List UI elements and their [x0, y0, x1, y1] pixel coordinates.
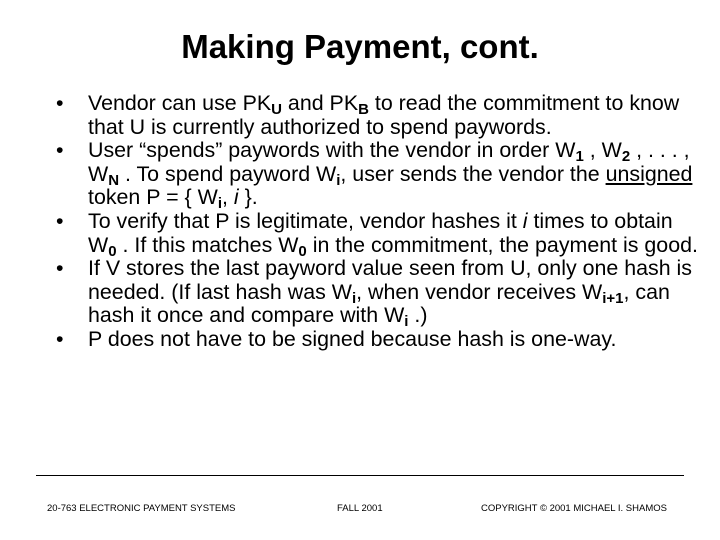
bullet-text: and PK: [281, 91, 359, 115]
footer-term: FALL 2001: [337, 503, 383, 514]
bullet-text: To verify that P is legitimate, vendor hashes it: [88, 208, 523, 233]
subscript: i: [217, 195, 222, 213]
bullet-text: token P = { W: [88, 185, 218, 210]
bullet-item: [56, 138, 706, 213]
bullet-dot-icon: •: [56, 138, 64, 163]
bullet-text: , W: [583, 138, 622, 163]
italic-variable: i: [233, 185, 239, 210]
bullet-text: , . . . , W: [88, 138, 690, 186]
bullet-text: Vendor can use PK: [88, 91, 272, 115]
bullet-item: [56, 256, 706, 331]
subscript: i: [404, 313, 409, 331]
bullet-dot-icon: •: [56, 91, 64, 115]
bullet-text: , user sends the vendor the: [340, 161, 606, 186]
bullet-dot-icon: •: [56, 208, 64, 233]
footer-divider: [36, 475, 684, 476]
subscript: i+1: [602, 289, 624, 307]
bullet-text: User “spends” paywords with the vendor in order W: [88, 138, 576, 163]
bullet-text: ,: [221, 185, 234, 210]
footer-course: 20-763 ELECTRONIC PAYMENT SYSTEMS: [47, 503, 236, 514]
bullet-text: , when vendor receives W: [356, 279, 603, 304]
bullet-dot-icon: •: [56, 256, 64, 281]
slide-title: Making Payment, cont.: [181, 28, 539, 65]
bullet-text: .): [408, 303, 428, 328]
bullet-text: . If this matches W: [116, 232, 299, 257]
subscript: i: [336, 171, 341, 189]
subscript: B: [358, 101, 369, 118]
bullet-text: , can hash it once and compare with W: [88, 279, 670, 328]
bullet-item: [56, 92, 706, 139]
subscript: N: [108, 171, 120, 189]
italic-variable: i: [522, 208, 528, 233]
bullet-text: P does not have to be signed because hash is one-way.: [88, 326, 617, 351]
bullet-text: }.: [238, 185, 258, 210]
bullet-item: [56, 208, 706, 260]
subscript: 0: [108, 242, 117, 260]
subscript: 0: [298, 242, 307, 260]
bullet-text: in the commitment, the payment is good.: [306, 232, 698, 257]
underlined-word: unsigned: [605, 161, 693, 186]
bullet-text: . To spend payword W: [119, 161, 337, 186]
subscript: 1: [575, 148, 584, 166]
bullet-dot-icon: •: [56, 326, 64, 351]
footer-copyright: COPYRIGHT © 2001 MICHAEL I. SHAMOS: [481, 503, 667, 514]
subscript: 2: [621, 148, 631, 166]
bullet-list: [56, 92, 706, 352]
bullet-text: to read the commitment to know that U is currently authorized to spend paywords.: [88, 91, 680, 139]
subscript: U: [271, 101, 282, 118]
bullet-text: If V stores the last payword value seen from U, only one hash is needed. (If last hash was W: [88, 256, 692, 304]
subscript: i: [351, 289, 357, 307]
bullet-text: times to obtain W: [88, 208, 673, 257]
bullet-item: [56, 328, 706, 352]
